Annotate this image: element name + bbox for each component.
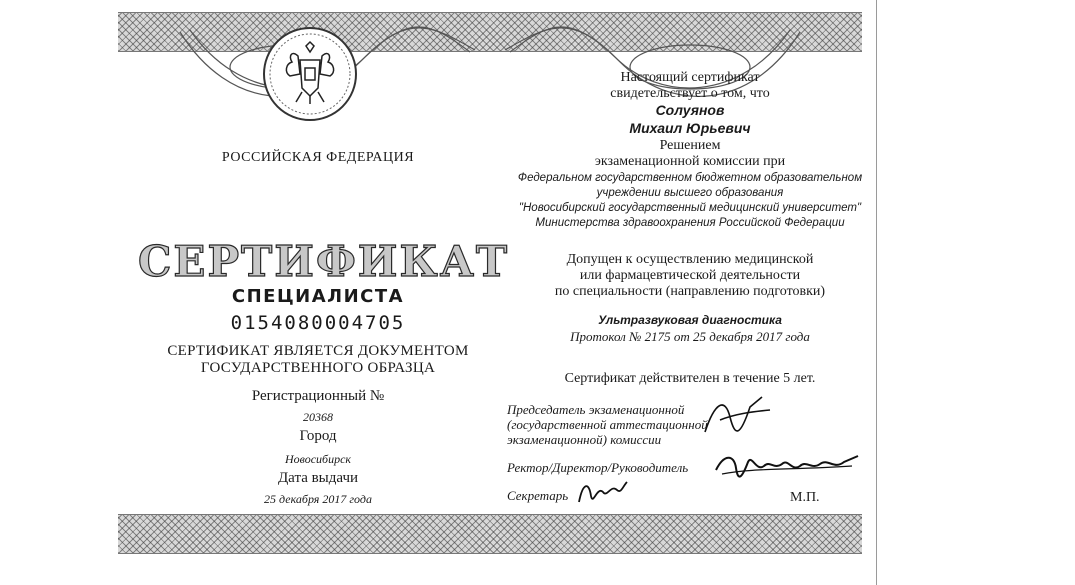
double-headed-eagle-emblem-icon [262, 26, 358, 122]
holder-name: Михаил Юрьевич [629, 120, 751, 136]
city-value: Новосибирск [284, 452, 352, 466]
secretary-label: Секретарь [507, 488, 569, 503]
registration-number: 20368 [303, 410, 333, 424]
admission-line3: по специальности (направлению подготовки) [554, 284, 826, 299]
document-statement-line1: СЕРТИФИКАТ ЯВЛЯЕТСЯ ДОКУМЕНТОМ [167, 343, 469, 359]
chair-line1: Председатель экзаменационной [507, 402, 685, 417]
protocol-line: Протокол № 2175 от 25 декабря 2017 года [570, 329, 810, 344]
bottom-guilloche-band [118, 514, 862, 554]
chair-signature [700, 392, 780, 442]
commission-label: экзаменационной комиссии при [594, 154, 786, 169]
chair-line3: экзаменационной) комиссии [507, 432, 662, 447]
country-label: РОССИЙСКАЯ ФЕДЕРАЦИЯ [221, 150, 415, 165]
certificate-number: 0154080004705 [230, 312, 406, 334]
emblem [262, 26, 358, 122]
secretary-signature [575, 476, 629, 510]
issue-date-label: Дата выдачи [277, 470, 359, 486]
admission-line2: или фармацевтической деятельности [579, 268, 801, 283]
certificate-subtitle: СПЕЦИАЛИСТА [231, 286, 405, 307]
validity-line: Сертификат действителен в течение 5 лет. [564, 371, 816, 386]
city-label: Город [299, 428, 337, 444]
organization-line3: "Новосибирский государственный медицинский университет" [518, 202, 862, 214]
registration-label: Регистрационный № [251, 388, 385, 404]
organization-line1: Федеральном государственном бюджетном образовательном [517, 172, 863, 184]
issue-date-value: 25 декабря 2017 года [264, 492, 372, 506]
rector-signature [712, 448, 862, 484]
organization-line4: Министерства здравоохранения Российской Федерации [535, 217, 845, 229]
document-statement-line2: ГОСУДАРСТВЕННОГО ОБРАЗЦА [200, 360, 436, 376]
chair-line2: (государственной аттестационной [507, 417, 708, 432]
intro-line2: свидетельствует о том, что [610, 86, 770, 101]
specialty-name: Ультразвуковая диагностика [598, 313, 782, 327]
certificate-title: СЕРТИФИКАТ [138, 237, 510, 286]
intro-line1: Настоящий сертификат [620, 70, 760, 85]
seal-place-label: М.П. [790, 490, 820, 505]
decision-label: Решением [659, 138, 721, 153]
organization-line2: учреждении высшего образования [596, 187, 784, 199]
admission-line1: Допущен к осуществлению медицинской [566, 252, 814, 267]
rector-label: Ректор/Директор/Руководитель [507, 460, 689, 475]
holder-surname: Солуянов [655, 102, 725, 118]
